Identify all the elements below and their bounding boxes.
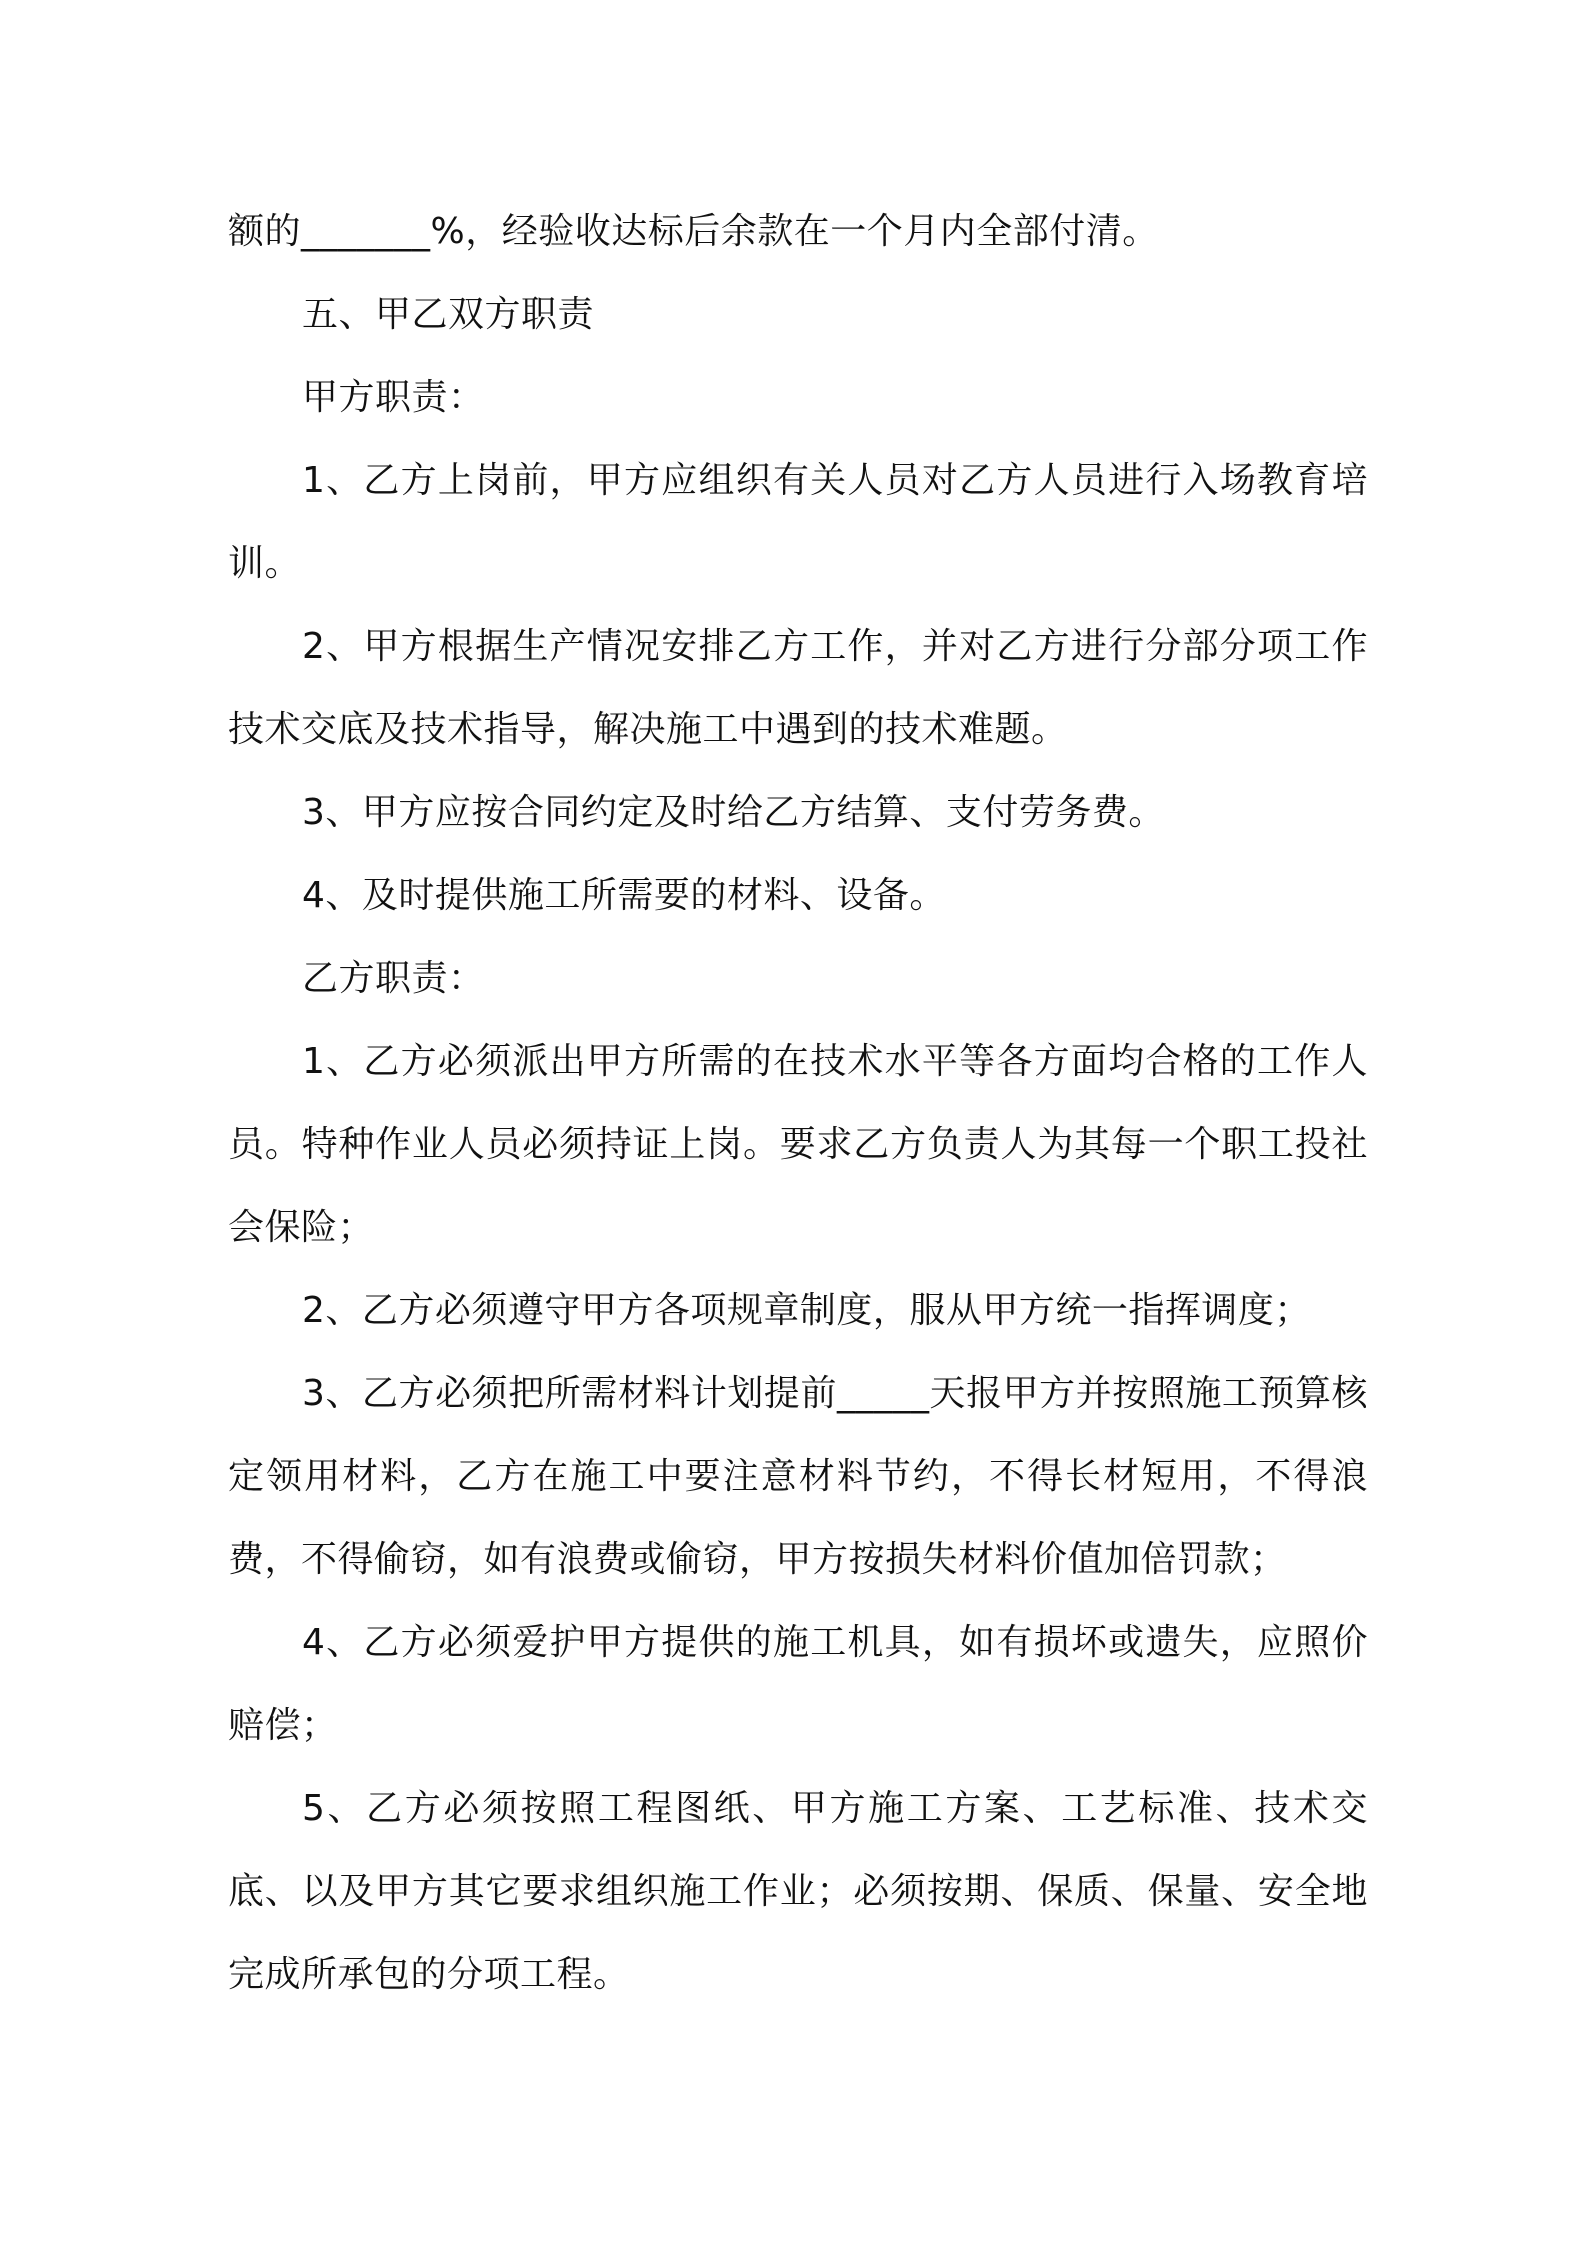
party-b-duties-heading: 乙方职责： xyxy=(302,958,485,999)
party-b-duty-2: 2、乙方必须遵守甲方各项规章制度，服从甲方统一指挥调度； xyxy=(302,1290,1311,1331)
party-a-duty-3: 3、甲方应按合同约定及时给乙方结算、支付劳务费。 xyxy=(302,792,1165,833)
party-b-duty-4: 4、乙方必须爱护甲方提供的施工机具，如有损坏或遗失，应照价赔偿； xyxy=(228,1622,1368,1746)
party-a-duty-1: 1、乙方上岗前，甲方应组织有关人员对乙方人员进行入场教育培训。 xyxy=(228,460,1368,584)
document-body xyxy=(228,190,1368,2016)
party-b-duty-3: 3、乙方必须把所需材料计划提前_____天报甲方并按照施工预算核定领用材料，乙方在施工中要注意材料节约，不得长材短用，不得浪费，不得偷窃，如有浪费或偷窃，甲方按损失材料价值加倍罚款； xyxy=(228,1373,1368,1580)
section-heading-duties: 五、甲乙双方职责 xyxy=(302,294,595,335)
party-a-duty-4: 4、及时提供施工所需要的材料、设备。 xyxy=(302,875,946,916)
party-a-duty-2: 2、甲方根据生产情况安排乙方工作，并对乙方进行分部分项工作技术交底及技术指导，解决施工中遇到的技术难题。 xyxy=(228,626,1368,750)
party-a-duties-heading: 甲方职责： xyxy=(302,377,485,418)
party-b-duty-5: 5、乙方必须按照工程图纸、甲方施工方案、工艺标准、技术交底、以及甲方其它要求组织施工作业；必须按期、保质、保量、安全地完成所承包的分项工程。 xyxy=(228,1788,1368,1995)
paragraph-payment-continuation: 额的_______%，经验收达标后余款在一个月内全部付清。 xyxy=(228,211,1159,252)
party-b-duty-1: 1、乙方必须派出甲方所需的在技术水平等各方面均合格的工作人员。特种作业人员必须持证上岗。要求乙方负责人为其每一个职工投社会保险； xyxy=(228,1041,1368,1248)
